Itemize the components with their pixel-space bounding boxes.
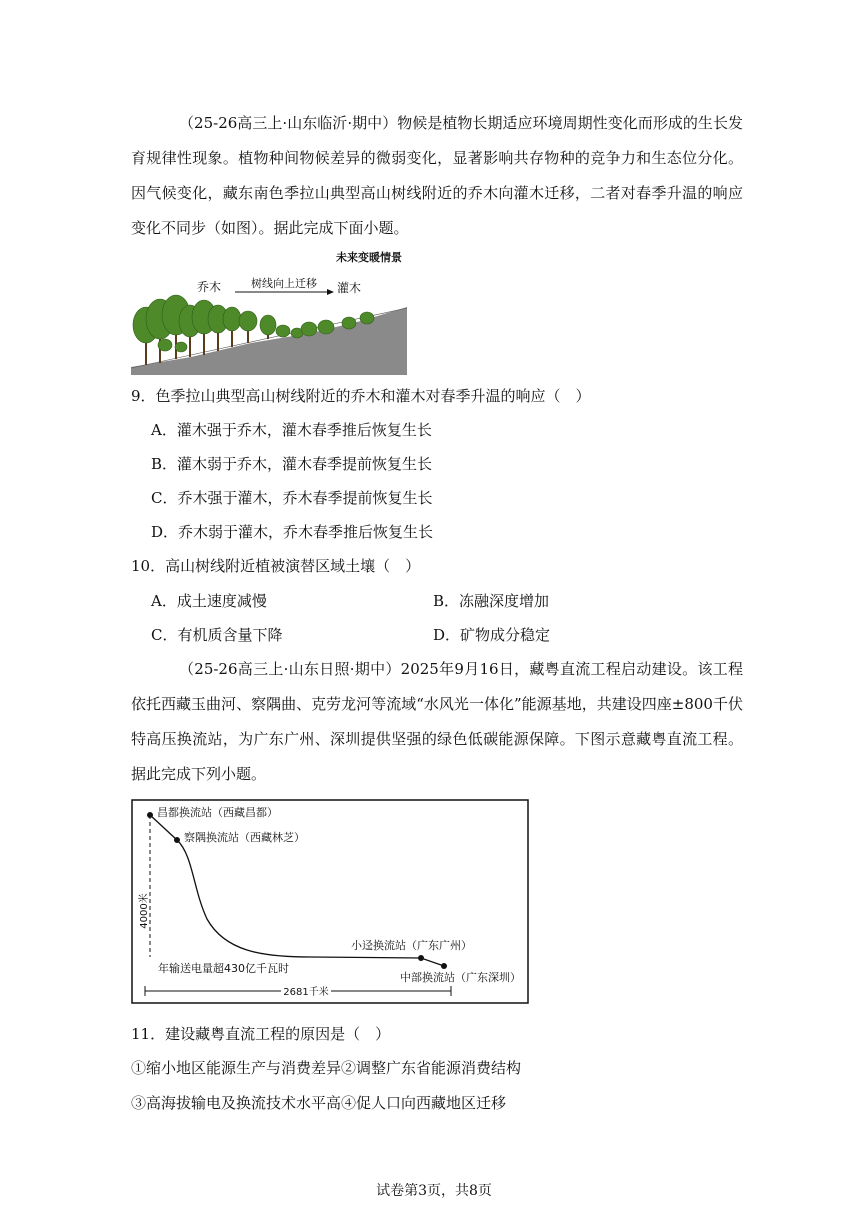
q9-option-a[interactable]: A．灌木强于乔木，灌木春季推后恢复生长 [151, 421, 432, 439]
question-10-stem: 10．高山树线附近植被演替区域土壤（ ） [131, 557, 421, 575]
station-dot-chayu [174, 837, 180, 843]
station-dot-zhongbu [441, 963, 447, 969]
q9-option-d[interactable]: D．乔木弱于灌木，乔木春季推后恢复生长 [151, 523, 434, 541]
figure-title: 未来变暖情景 [336, 251, 402, 264]
station-label-changdu: 昌都换流站（西藏昌都） [157, 806, 278, 819]
station-label-chayu: 察隅换流站（西藏林芝） [184, 831, 305, 844]
q11-choices-line-2: ③高海拔输电及换流技术水平高④促人口向西藏地区迁移 [131, 1094, 507, 1112]
dc-transmission-figure [131, 799, 529, 1004]
power-label: 年输送电量超430亿千瓦时 [158, 962, 289, 975]
q9-option-b[interactable]: B．灌木弱于乔木，灌木春季提前恢复生长 [151, 455, 433, 473]
arrow-label: 树线向上迁移 [251, 277, 317, 290]
distance-label: 2681千米 [283, 987, 329, 998]
tree-label: 乔木 [196, 280, 222, 294]
shrub-label: 灌木 [336, 281, 362, 295]
station-label-xiaojing: 小迳换流站（广东广州） [351, 939, 472, 952]
treeline-migration-figure [131, 247, 407, 375]
q10-option-c[interactable]: C．有机质含量下降 [151, 626, 283, 644]
question-11-stem: 11．建设藏粤直流工程的原因是（ ） [131, 1025, 391, 1043]
q10-option-d[interactable]: D．矿物成分稳定 [433, 626, 551, 644]
station-dot-xiaojing [418, 955, 424, 961]
page-footer: 试卷第3页，共8页 [376, 1183, 492, 1199]
q11-choices-line-1: ①缩小地区能源生产与消费差异②调整广东省能源消费结构 [131, 1059, 522, 1077]
q9-option-c[interactable]: C．乔木强于灌木，乔木春季提前恢复生长 [151, 489, 433, 507]
height-label: 4000米 [139, 893, 150, 929]
q10-option-a[interactable]: A．成土速度减慢 [151, 592, 267, 610]
passage-intro-phenology: （25-26高三上·山东临沂·期中）物候是植物长期适应环境周期性变化而形成的生长发育规律性现象。植物种间物候差异的微弱变化，显著影响共存物种的竞争力和生态位分化。因气候变化，藏东南色季拉山典型高山树线附近的乔木向灌木迁移，二者对春季升温的响应变化不同步（如图）。据此完成下面小题。 [131, 114, 743, 237]
question-9-stem: 9．色季拉山典型高山树线附近的乔木和灌木对春季升温的响应（ ） [131, 387, 591, 405]
station-label-zhongbu: 中部换流站（广东深圳） [400, 971, 521, 984]
passage-intro-dc-project: （25-26高三上·山东日照·期中）2025年9月16日，藏粤直流工程启动建设。该工程依托西藏玉曲河、察隅曲、克劳龙河等流域“水风光一体化”能源基地，共建设四座±800千伏特高压换流站，为广东广州、深圳提供坚强的绿色低碳能源保障。下图示意藏粤直流工程。据此完成下列小题。 [131, 660, 743, 783]
q10-option-b[interactable]: B．冻融深度增加 [433, 592, 550, 610]
